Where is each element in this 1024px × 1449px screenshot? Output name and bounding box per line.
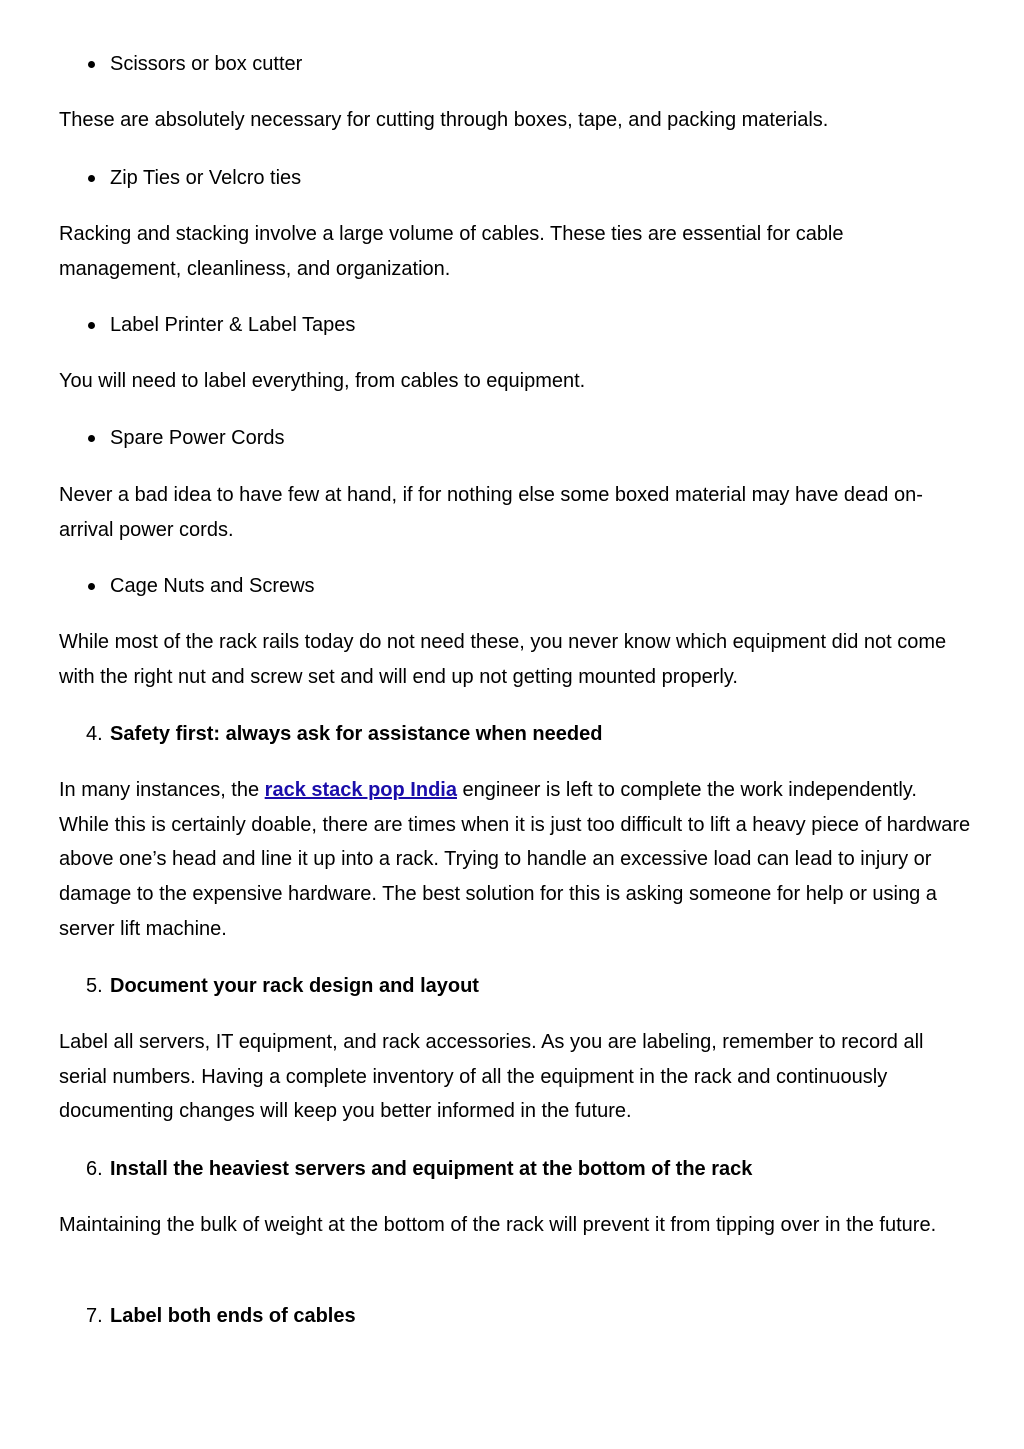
list-number: 7. (86, 1305, 103, 1327)
paragraph (59, 773, 971, 947)
list-item-text: Spare Power Cords (110, 427, 285, 449)
rack-stack-pop-india-link[interactable]: rack stack pop India (264, 779, 457, 801)
list-item-text: Label Printer & Label Tapes (110, 314, 356, 336)
list-item (110, 424, 970, 452)
list-number: 4. (86, 723, 103, 745)
paragraph: Racking and stacking involve a large volume of cables. These ties are essential for cable management, cleanliness, and organization. (59, 223, 844, 280)
bullet-icon (88, 61, 95, 68)
list-item (110, 50, 970, 78)
list-number: 6. (86, 1158, 103, 1180)
list-item (110, 572, 970, 600)
list-item-text: Cage Nuts and Screws (110, 575, 315, 597)
paragraph: These are absolutely necessary for cutting through boxes, tape, and packing materials. (59, 109, 829, 131)
paragraph: Maintaining the bulk of weight at the bottom of the rack will prevent it from tipping over in the future. (59, 1214, 937, 1236)
list-item-text: Scissors or box cutter (110, 53, 303, 75)
paragraph-text: engineer is left to complete the work independently. While this is certainly doable, there are times when it is just too difficult to lift a heavy piece of hardware above one’s head and line it up into a rack. Trying to handle an excessive load can lead to injury or damage to the expensive hardware. The best solution for this is asking someone for help or using a server lift machine. (59, 779, 971, 940)
numbered-heading (86, 972, 990, 1000)
numbered-heading (86, 720, 990, 748)
numbered-heading (86, 1155, 990, 1183)
paragraph: Never a bad idea to have few at hand, if for nothing else some boxed material may have dead on-arrival power cords. (59, 484, 923, 541)
list-item-text: Zip Ties or Velcro ties (110, 167, 302, 189)
paragraph: While most of the rack rails today do not need these, you never know which equipment did not come with the right nut and screw set and will end up not getting mounted properly. (59, 631, 947, 688)
heading-text: Install the heaviest servers and equipment at the bottom of the rack (110, 1158, 753, 1180)
bullet-icon (88, 435, 95, 442)
paragraph: Label all servers, IT equipment, and rack accessories. As you are labeling, remember to record all serial numbers. Having a complete inventory of all the equipment in the rack and continuously documenting changes will keep you better informed in the future. (59, 1031, 924, 1123)
list-number: 5. (86, 975, 103, 997)
paragraph-text: In many instances, the (59, 779, 265, 801)
bullet-icon (88, 175, 95, 182)
bullet-icon (88, 583, 95, 590)
numbered-heading (86, 1302, 990, 1330)
heading-text: Safety first: always ask for assistance when needed (110, 723, 603, 745)
paragraph: You will need to label everything, from cables to equipment. (59, 370, 586, 392)
list-item (110, 311, 970, 339)
heading-text: Label both ends of cables (110, 1305, 356, 1327)
list-item (110, 164, 970, 192)
heading-text: Document your rack design and layout (110, 975, 479, 997)
bullet-icon (88, 322, 95, 329)
